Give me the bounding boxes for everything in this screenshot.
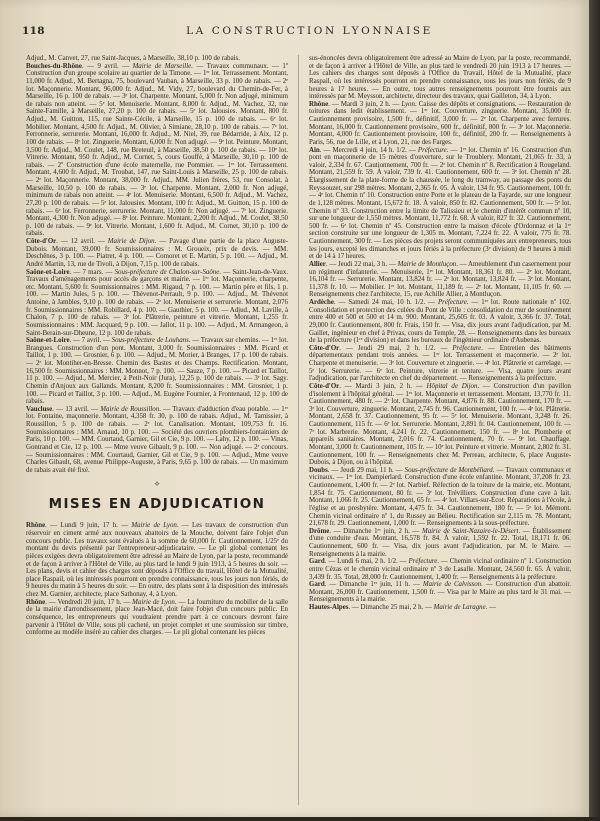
- notice-department: Côte-d'Or: [309, 382, 340, 390]
- notice-text: . — 13 avril. —: [52, 405, 101, 413]
- notice-text: . — Pavage d'une partie de la place Auguste-Dubois. Montant, 39,000 fr. Soumissionnaires : M. Groueix, prix de devis. — MM. Deschênes, 3 p. 100. — Piatret, 4 p. 100. — Comoret et E. Martin, 5 p. 100. — Adjud., M. André Martin, 13, rue de Tivoli, à Dijon, 7,15 p. 100 de rabais.: [26, 238, 288, 268]
- notice-paragraph: [26, 599, 288, 637]
- notice-text: . — Saint-Jean-de-Vaux. Travaux d'aménagements pour accès de garçons et mairie. — 1ᵉʳ lot. Maçonnerie, charpente, etc. Montant, 5,600 fr. Soumissionnaires : MM. Rigaud, 7 p. 100. — Martin père et fils, 1 p. 100. — Martin Jules, 5 p. 100. — Thévenot-Perrault, 9 p. 100. — Adjud., M. Thévenot Antoine, à Jambles, 9,10 p. 100 de rabais. — 2ᵉ lot. Menuiserie et serrurerie. Montant, 2,076 fr. Soumissionnaires : MM. Robillard, 4 p. 100. — Gauthier, 5 p. 100. — Adjud., M. Laville, à Chalon, 7 p. 100 de rabais. — 3ᵉ lot. Plâtrerie, peinture et vitrerie. Montant, 1,255 fr. Soumissionnaires : MM. Jacquard, 9 p. 100. — Jallot, 11 p. 100. — Adjud., M. Armangeon, à Saint-Berain-sur-Dheune, 12 p. 100 de rabais.: [26, 268, 288, 337]
- notice-text: . — 7 avril. —: [69, 337, 112, 345]
- notice-text: . — 12 avril. —: [56, 238, 108, 245]
- notice-text: . — Travaux communaux. — 1º Construction d'un groupe scolaire au quartier de la Timone. — 1ᵉʳ lot. Terrassement. Montant, 11,000 fr. Adjud., M. Bertagna, 75, boulevard Vauban, à Marseille, 33 p. 100 de rabais. — 2ᵉ lot. Maçonnerie. Montant, 96,000 fr. Adjud., M. Vidy, 27, boulevard du Chemin-de-Fer, à Marseille, 16 p. 100 de rabais. — 3ᵉ lot. Charpente. Montant, 5,000 fr. Non adjugé, minimum de rabais non atteint. — 5ᵉ lot. Menuiserie. Montant, 8,000 fr. Adjud., M. Vachez, 32, rue Sainte-Famille, à Marseille, 27,20 p. 100 de rabais. — 5ᵉ lot. Jalousies. Montant, 800 fr. Adjud., M. Guitton, 115, rue Sainte-Cécile, à Marseille, 15 p. 100 de rabais. — 6ᵉ lot. Mobilier. Montant, 4,500 fr. Adjud., M. Olivier, à Simiane, 28,10 p. 100 de rabais. — 7ᵉ lot. Ferronnerie, serrurerie. Montant, 16,000 fr. Adjud., M. Niel, 39, rue Bédarride, à Aix, 12 p. 100 de rabais. — 8ᵉ lot. Zinguerie. Montant, 6,000 fr. Non adjugé. — 9ᵉ lot. Peinture. Montant, 3,500 fr. Adjud., M. Coulet, 148, rue Breteuil, à Marseille, 38,50 p. 100 de rabais. — 10ᵉ lot. Vitrerie. Montant, 950 fr. Adjud., M. Cornet, 5, cours Gouffé, à Marseille, 30,10 p. 100 de rabais. — 2º Construction d'une école maternelle, rue Pommier. — 1ᵉʳ lot. Terrassement. Montant, 4,600 fr. Adjud., M. Troubat, 147, rue Saint-Louis à Marseille, 25 p. 100 de rabais. — 2ᵉ lot. Maçonnerie. Montant, 38,000 fr. Adjud., MM. Julien frères, 53, rue Consolat, à Marseille, 10,50 p. 100 de rabais. — 3ᵉ lot. Charpente. Montant, 2,000 fr. Non adjugé, minimum de rabais non atteint. — 4ᵉ lot. Menuiserie. Montant, 6,500 fr. Adjud., M. Vachez, 27,20 p. 100 de rabais. — 5ᵉ lot. Jalousies. Montant, 100 fr. Adjud., M. Guitton, 15 p. 100 de rabais. — 6ᵉ lot. Ferronnerie, serrurerie. Montant, 11,000 fr. Non adjugé. — 7ᵉ lot. Zinguerie. Montant, 4,300 fr. Non adjugé. — 8ᵉ lot. Peinture. Montant, 2,200 fr. Adjud., M. Coulet, 38,50 p. 100 de rabais. — 9ᵉ lot. Vitrerie. Montant, 1,600 fr. Adjud., M. Cornet, 30,10 p. 100 de rabais.: [26, 62, 288, 238]
- notice-text: . — Mardi 3 juin, 2 h. —: [339, 382, 427, 390]
- notice-paragraph: [309, 147, 571, 261]
- column-divider: [298, 55, 299, 805]
- notice-department: Côte-d'Or: [309, 344, 340, 352]
- notice-paragraph: [309, 604, 571, 612]
- notice-authority: Mairie de Lyon: [132, 598, 175, 606]
- notice-paragraph: [309, 383, 571, 467]
- notice-authority: Sous-préfecture de Chalon-sur-Saône: [114, 268, 220, 276]
- notice-authority: Hôpital de Dijon: [426, 382, 478, 390]
- notice-paragraph: [309, 467, 571, 528]
- notice-text: . — Construction d'un pavillon d'isolement à l'hôpital général. — 1ᵉʳ lot. Maçonnerie et terrassement. Montant, 13,770 fr. 11. Cautionnement, 480 fr. — 2ᵉ lot. Charpente. Montant, 4,876 fr. 88. Cautionnement, 170 fr. — 3ᵉ lot. Couverture, zinguerie. Montant, 2,745 fr. 96. Cautionnement, 100 fr. — 4ᵉ lot. Plâtrerie. Montant, 2,658 fr. 37. Cautionnement, 95 fr. — 5ᵉ lot. Menuiserie. Montant, 3,248 fr. 26. Cautionnement, 115 fr. — 6ᵉ lot. Serrurerie. Montant, 2,891 fr. 04. Cautionnement, 100 fr. — 7ᵉ lot. Marbrerie. Montant, 4,241 fr. 22. Cautionnement, 150 fr. — 8ᵉ lot. Plomberie et appareils sanitaires. Montant, 2,016 fr. 74. Cautionnement, 70 fr. — 9ᵉ lot. Chauffage. Montant, 3,000 fr. Cautionnement, 105 fr. — 10ᵉ lot. Peinture et vitrerie. Montant, 2,802 fr. 31. Cautionnement, 100 fr. — Renseignements chez M. Perreau, architecte, 6, place Auguste-Dubois, à Dijon, ou à l'hôpital.: [309, 382, 571, 467]
- notice-paragraph: [309, 55, 571, 101]
- notice-text: . — Travaux d'adduction d'eau potable. — 1ᵉʳ lot. Fontaine, maçonnerie. Montant, 4,358 fr. 30, p. 100 de rabais. Adjud., M. Tamissier, à Roussillon, 5 p. 100 de rabais. — 2ᵉ lot. Canalisation. Montant, 109,753 fr. 16. Soumissionnaires : MM. Arnaud, 10 p. 100. — Société des ouvriers plombiers-fontainiers de Paris, 10 p. 100. — MM. Courtaud, Garnier, Gil et Cie, 9 p. 100. — Lahy, 12 p. 100. — Vinas, Gontrand et Cie, 12 p. 100. — Mme veuve Gibault, 9 p. 100. — Non adjugé. — 2ᵉ concours. — Soumissionnaires : MM. Courtaud, Garnier, Gil et Cie, 9 p. 100. — Adjud., Mme veuve Charles Gibault, 68, avenue Philippe-Auguste, à Paris, 9,65 p. 100 de rabais. — Un maximum de rabais avait été fixé.: [26, 405, 288, 474]
- notice-authority: Sous-préfecture de Louhans: [111, 337, 189, 345]
- notice-authority: Mairie de Marseille: [132, 62, 192, 70]
- notice-authority: Préfecture: [437, 299, 467, 306]
- notice-authority: Mairie de Dijon: [107, 238, 155, 245]
- notice-text: . — Travaux sur chemins. — 1ᵉʳ lot. Brangues. Construction d'un pont. Montant, 3,000 fr. Soumissionnaires : MM. Picard et Taillot, 1 p. 100. — Grosnier, 6 p. 100. — Adjud., M. Morier, à Branges, 17 p. 100 de rabais. — 2ᵉ lot. Montiher-en-Bresse. Chemin des Bastes et des Champs. Rectification. Montant, 16,500 fr. Soumissionnaires : MM. Monnot, 7 p. 100. — Sauze, 7 p. 100. — Picard et Taillot, 11 p. 100. — Adjud., M. Mercier, à Petit-Noir (Jura), 12,25 p. 100 de rabais. — 3ᵉ lot. Sagy. Chemin d'Anjoux aux Gallands. Montant, 8,200 fr. Soumissionnaires : MM. Grosnier, 1 p. 100. — Picard et Taillot, 3 p. 100. — Adjud., M. Eugène Fournier, à Frontenaud, 12 p. 100 de rabais.: [26, 337, 288, 406]
- section-separator-ornament: ⟡: [154, 479, 160, 489]
- left-column-adjudications: [26, 522, 288, 636]
- notice-text: . — Dimanche 1ᵉʳ juin, 11 h. —: [324, 581, 423, 589]
- notice-text: . — Vendredi 20 juin, 17 h. —: [45, 598, 133, 606]
- notice-text: . — Dimanche 25 mai, 2 h. —: [348, 604, 434, 611]
- notice-text: . — Jeudi 29 mai, 2 h. 1/2. —: [339, 344, 453, 352]
- notice-paragraph: [26, 238, 288, 269]
- notice-text: . — Établissement d'une conduite d'eau. Montant, 16,578 fr. 84. À valoir, 1,592 fr. 22. Total, 18,171 fr. 06. Cautionnement, 600 fr. — Visa, dix jours avant l'adjudication, par M. le Maire. — Renseignements à la mairie.: [309, 527, 571, 558]
- notice-department: Ardèche: [309, 299, 334, 306]
- binding-shadow: [589, 0, 600, 821]
- notice-department: Hautes-Alpes: [309, 604, 349, 611]
- notice-text: . — 9 avril. —: [81, 62, 133, 70]
- notice-paragraph: [26, 522, 288, 598]
- notice-department: Saône-et-Loire: [26, 337, 70, 345]
- notice-text: . — Les travaux de construction d'un réservoir en ciment armé aux nouveaux abattoirs de la Mouche, doivent faire l'objet d'un concours public. Les travaux sont évalués à la somme de 60,000 fr. Cautionnement, 1/25ᵉ du montant du devis présenté par l'entrepreneur-adjudicataire. — Le pli global contenant les pièces exigées devra obligatoirement être adressé au Maire de Lyon, par la poste, recommandé et de façon à arriver à l'Hôtel de Ville, au plus tard le lundi 9 juin 1913, à 5 heures du soir. — Les plans, devis et cahier des charges sont déposés à l'Office du travail, Hôtel de la Mutualité, place Raspail, où les intéressés pourront en prendre connaissance, tous les jours non fériés, de 9 heures du matin à 5 heures du soir. — En outre, des plans sont à la disposition des intéressés chez M. Garnier, architecte, place Sathonay, 4, à Lyon.: [26, 522, 288, 598]
- notice-text: . — Mardi 3 juin, 2 h. —: [328, 100, 402, 108]
- notice-text: . —: [485, 604, 497, 611]
- running-header: [22, 25, 567, 41]
- notice-text: . — Jeudi 22 mai, 3 h. —: [325, 260, 398, 268]
- notice-text: . — Travaux communaux et vicinaux. — 1ᵉʳ lot. Dampierlard. Construction d'une école enfantine. Montant, 37,208 fr. 23. Cautionnement, 1,400 fr. — 2ᵉ lot. Narbief. Réfection de la toiture de la mairie, etc. Montant, 1,854 fr. 75. Cautionnement, 80 fr. — 3ᵉ lot. Trévilliers. Construction d'une cave à lait. Montant, 1,066 fr. 25. Cautionnement, 65 fr. — 4ᵉ lot. Villars-sur-Écot. Réparations à l'école, à l'église et au presbytère. Montant, 4,475 fr. 34. Cautionnement, 180 fr. — 5ᵉ lot. Mémont. Chemin vicinal ordinaire nº 1, du Russey au Bélieu. Rectification sur 2,115 m. 78. Montant, 21,678 fr. 29. Cautionnement, 1,000 fr. — Renseignements à la sous-préfecture.: [309, 466, 571, 528]
- notice-authority: Mairie de Calvisson: [422, 581, 482, 589]
- notice-paragraph: [26, 337, 288, 406]
- notice-paragraph: [309, 528, 571, 559]
- notice-text: . — La fourniture du mobilier de la salle de la mairie d'arrondissement, place Jean-Macé, doit faire l'objet d'un concours public. En conséquence, les entrepreneurs qui voudraient prendre part à ce concours devront faire parvenir à l'Hôtel de Ville, sous pli cacheté, un projet complet et une soumission sur timbre, conforme au modèle inséré au cahier des charges. — Le pli global contenant les pièces: [26, 598, 288, 637]
- notice-department: Ain: [309, 146, 320, 154]
- notice-paragraph: [309, 345, 571, 383]
- notice-text: . — Samedi 24 mai, 10 h. 1/2. —: [333, 299, 438, 306]
- notice-text: Adjud., M. Canvet, 27, rue Saint-Jacques, à Marseille, 38,10 p. 100 de rabais.: [26, 55, 240, 62]
- notice-department: Rhône: [26, 598, 46, 606]
- notice-authority: Mairie de Lyon: [131, 522, 177, 530]
- notice-department: Vaucluse: [26, 405, 53, 413]
- notice-paragraph: [309, 581, 571, 604]
- notice-authority: Lyon: [401, 100, 415, 108]
- notice-paragraph: [309, 558, 571, 581]
- notice-authority: Mairie de Montluçon: [397, 260, 457, 268]
- notice-paragraph: [26, 269, 288, 338]
- journal-title: LA CONSTRUCTION LYONNAISE: [186, 25, 433, 37]
- notice-text: . — 7 mars. —: [69, 268, 115, 276]
- notice-text: . Caisse des dépôts et consignations. — Restauration de toitures dans ledit établissement. — 1ᵉʳ lot. Couverture, zinguerie. Montant, 35,000 fr. Cautionnement provisoire, 1,500 fr., définitif, 3,000 fr. — 2ᵉ lot. Charpente avec ferrures. Montant, 16,000 fr. Cautionnement provisoire, 600 fr., définitif, 800 fr. — 3ᵉ lot. Maçonnerie. Montant, 4,000 fr. Cautionnement provisoire, 100 fr., définitif, 200 fr. — Renseignements à Paris, 56, rue de Lille, et à Lyon, 21, rue des Farges.: [309, 100, 571, 146]
- notice-paragraph: [309, 261, 571, 299]
- notice-authority: Mairie de Roussillon: [100, 405, 160, 413]
- notice-department: Doubs: [309, 466, 328, 474]
- notice-authority: Mairie de Laragne: [433, 604, 486, 611]
- notice-text: . — Jeudi 29 mai, 11 h. —: [327, 466, 405, 474]
- notice-department: Gard: [309, 558, 325, 566]
- notice-text: . — Lundi 9 juin, 17 h. —: [45, 522, 132, 530]
- notice-paragraph: [309, 299, 571, 345]
- notice-text: . — 1ᵉʳ lot. Route nationale nº 102. Consolidation et protection des culées du Pont de Ville : consolidation du mur de soutènement entre 400 et 500 et 500 et 14 m. 900. Montant, 25,605 fr. 03. À valoir, 3,366 fr. 37. Total, 29,000 fr. Cautionnement, 800 fr. Frais, 150 fr. — Visa, dix jours avant l'adjudication, par M. Gaillet, ingénieur en chef à Privas, cours du Temple, 28. — Renseignements dans les bureaux de la préfecture (1ʳᵉ division) et dans les bureaux de l'ingénieur ordinaire d'Aubenas.: [309, 299, 571, 345]
- notice-department: Saône-et-Loire: [26, 268, 70, 276]
- right-column: [309, 55, 571, 805]
- notice-authority: Préfecture: [408, 558, 438, 566]
- notice-text: sus-énoncées devra obligatoirement être adressé au Maire de Lyon, par la poste, recommandé, et de façon à arriver à l'Hôtel de Ville, au plus tard le vendredi 20 juin 1913 à 17 heures. — Les cahiers des charges sont déposés à l'Office du Travail, Hôtel de la Mutualité, place Raspail, où les intéressés pourront en prendre connaissance, tous les jours non fériés, de 9 heures à 17 heures. — En outre, tous autres renseignements pourront être fournis aux intéressés par M. Meysson, architecte, directeur des travaux, quai Gailleton, 34, à Lyon.: [309, 55, 571, 101]
- notice-text: . — Mercredi 4 juin, 14 h. 1/2. —: [319, 146, 418, 154]
- notice-department: Drôme: [309, 527, 330, 535]
- left-column-notices: [26, 55, 288, 474]
- scan-bottom-edge: [0, 817, 600, 821]
- notice-text: . — 1ᵉʳ lot. Chemin nº 16. Construction d'un pont en maçonnerie de 15 mètres d'ouverture, sur le Troublery. Montant, 21,065 fr. 33, à valoir, 2,334 fr. 67. Cautionnement, 700 fr. — 2ᵉ lot. Chemin nº 8. Rectification à Rougeland. Montant, 21,559 fr. 59. À valoir, 739 fr. 41. Cautionnement, 600 fr. — 3ᵉ lot. Chemin nº 28. Élargissement de la plate-forme de la chaussée, le long du tramway, au passage des ponts du Reyssouzet, sur 298 mètres. Montant, 2,365 fr. 05. À valoir, 134 fr. 95. Cautionnement, 100 fr. — 4ᵉ lot. Chemin nº 10. Construction entre Porte et le plateau de la Fayarde, sur une longueur de 1,128 mètres. Montant, 15,672 fr. 18. À valoir, 850 fr. 82. Cautionnement, 500 fr. — 5ᵉ lot. Chemin nº 33. Construction entre la limite de Talissieu et le chemin d'intérêt commun nº 10, sur une longueur de 1,550 mètres. Montant, 11,772 fr. 68. À valoir, 827 fr. 32. Cautionnement, 500 fr. — 6ᵉ lot. Chemin nº 45. Construction entre la maison d'école d'Ordonnaz et la 1ʳᵉ section construite sur une longueur de 1,305 m. Montant, 7,224 fr. 22. À valoir, 775 fr. 78. Cautionnement, 300 fr. — Les pièces des projets seront communiquées aux entrepreneurs, tous les jours, excepté les dimanches et jours fériés à la préfecture (3ᵉ division) de 9 heures à midi et de 14 à 17 heures.: [309, 146, 571, 261]
- left-column: [26, 55, 288, 805]
- notice-text: . — Lundi 6 mai, 2 h. 1/2. —: [324, 558, 409, 566]
- notice-authority: Préfecture: [417, 146, 447, 154]
- notice-department: Rhône: [309, 100, 329, 108]
- notice-paragraph: [26, 63, 288, 238]
- notice-text: . — Chemin vicinal ordinaire nº 1. Construction entre Cézas et le chemin vicinal ordinaire nº 3 de Lasalle. Montant, 24,560 fr. 65. À valoir, 3,439 fr. 35. Total, 28,000 fr. Cautionnement, 1,400 fr. — Renseignements à la préfecture.: [309, 558, 571, 581]
- section-title: MISES EN ADJUDICATION: [48, 496, 266, 513]
- notice-paragraph: [26, 55, 288, 63]
- notice-authority: Mairie de Saint-Nazaire-le-Désert: [421, 527, 519, 535]
- notice-department: Allier: [309, 260, 326, 268]
- notice-department: Bouches-du-Rhône: [26, 62, 82, 70]
- notice-paragraph: [309, 101, 571, 147]
- notice-paragraph: [26, 406, 288, 475]
- notice-department: Rhône: [26, 522, 46, 530]
- notice-authority: Sous-préfecture de Montbéliard: [404, 466, 493, 474]
- page-number: 118: [22, 25, 45, 37]
- right-column-adjudications: [309, 55, 571, 612]
- notice-text: . — Entretien des bâtiments départementaux pendant trois années. — 1ᵉʳ lot. Terrassement et maçonnerie. — 2ᵉ lot. Charpente et menuiserie. — 3ᵉ lot. Couverture et zinguerie. — 4ᵉ lot. Plâtrerie et carrelage. — 5ᵉ lot. Serrurerie. — 6ᵉ lot. Peinture, vitrerie et tenture. — Visa, quatre jours avant l'adjudication, par l'architecte en chef du département. — Renseignements à la préfecture.: [309, 344, 571, 383]
- notice-text: . — Ameublement d'un casernement pour un régiment d'infanterie. — Menuiserie, 1ᵉʳ lot. Montant, 18,361 fr. 80. — 2ᵉ lot. Montant, 16,104 fr. — Serrurerie. Montant, 13,824 fr. — 2ᵉ lot. Montant, 13,824 fr. — 3ᵉ lot. Montant, 11,378 fr. 10. — Mobilier. 1ᵉʳ lot. Montant, 11,189 fr. — 2ᵉ lot. Montant, 11,105 fr. 60. — Renseignements chez l'architecte, 15, rue Achille Allier, à Montluçon.: [309, 260, 571, 299]
- notice-department: Gard: [309, 581, 325, 589]
- notice-authority: Préfecture: [452, 344, 482, 352]
- notice-text: . — Dimanche 1ᵉʳ juin, 2 h. —: [329, 527, 422, 535]
- notice-text: . — Construction d'un abattoir. Montant, 26,000 fr. Cautionnement, 1,500 fr. — Visa par le Maire au plus tard le 31 mai. — Renseignements à la mairie.: [309, 581, 571, 604]
- notice-department: Côte-d'Or: [26, 238, 57, 245]
